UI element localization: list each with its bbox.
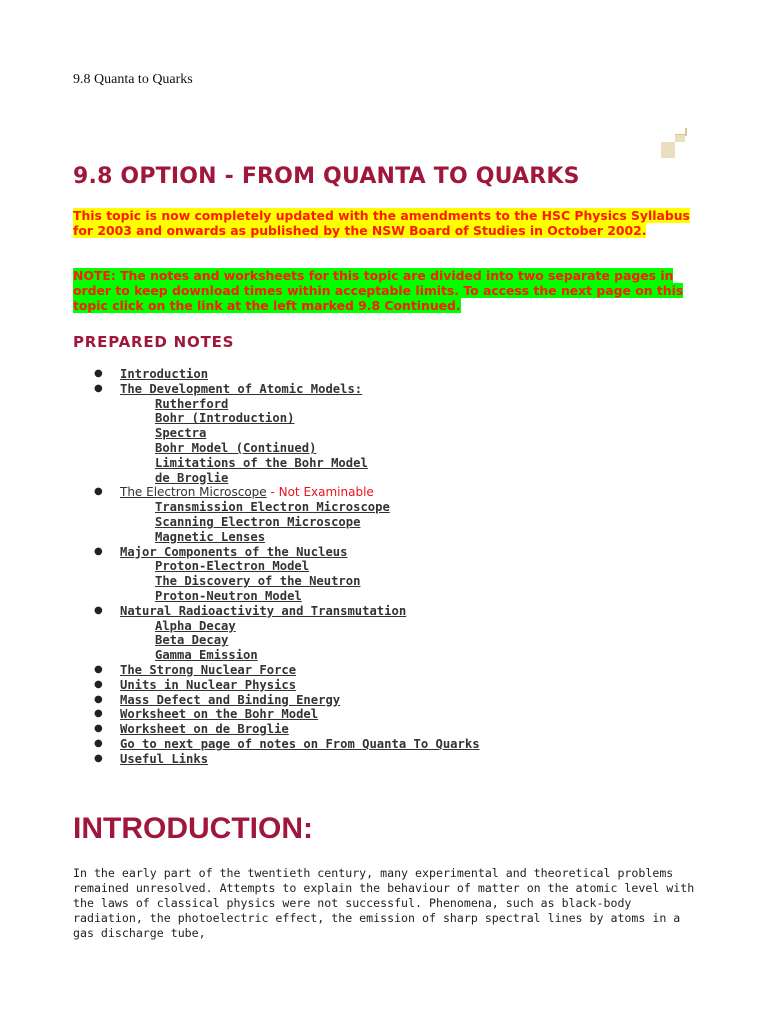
toc-sub-link[interactable]: Limitations of the Bohr Model (155, 455, 368, 470)
toc-sub-link[interactable]: Spectra (155, 426, 207, 441)
introduction-paragraph: In the early part of the twentieth century, many experimental and theoretical problems remained unresolved. Attempts to explain the behaviour of matter on the atomic level with the laws of classical physics were not successful. Phenomena, such as black-body radiation, the photoelectric effect, the emission of sharp spectral lines by atoms in a gas discharge tube, (73, 866, 695, 940)
toc-sub-link[interactable]: Proton-Electron Model (155, 559, 310, 574)
page-header: 9.8 Quanta to Quarks (73, 72, 193, 87)
toc-sub-link[interactable]: Magnetic Lenses (155, 529, 266, 544)
bullet-icon: ● (94, 663, 103, 675)
toc-sub-link[interactable]: Alpha Decay (155, 618, 236, 633)
page-title: 9.8 OPTION - FROM QUANTA TO QUARKS (73, 164, 580, 189)
toc-link[interactable]: The Development of Atomic Models: (120, 381, 363, 396)
list-item (73, 604, 713, 663)
toc-sub-link[interactable]: Proton-Neutron Model (155, 588, 302, 603)
bullet-icon: ● (94, 737, 103, 749)
toc-link[interactable]: The Strong Nuclear Force (120, 662, 297, 677)
bullet-icon: ● (94, 693, 103, 705)
toc-link[interactable]: Worksheet on the Bohr Model (120, 707, 319, 722)
list-item (73, 545, 713, 604)
list-item (73, 382, 713, 486)
list-item (73, 485, 713, 544)
toc-link[interactable]: Units in Nuclear Physics (120, 677, 297, 692)
toc-link[interactable]: Useful Links (120, 751, 209, 766)
bullet-icon: ● (94, 368, 103, 379)
list-item (73, 752, 713, 767)
not-examinable-label: - Not Examinable (266, 485, 374, 500)
toc-sub-link[interactable]: Rutherford (155, 396, 229, 411)
split-pages-notice: NOTE: The notes and worksheets for this topic are divided into two separate pages in order to keep download times within acceptable limits. To access the next page on this topic click on the link at the left marked 9.8 Continued. (73, 268, 684, 313)
toc-link[interactable]: Natural Radioactivity and Transmutation (120, 603, 407, 618)
bullet-icon: ● (94, 382, 103, 394)
bullet-icon: ● (94, 678, 103, 690)
introduction-heading: INTRODUCTION: (73, 812, 313, 845)
prepared-notes-heading: PREPARED NOTES (73, 333, 235, 351)
toc-sub-link[interactable]: de Broglie (155, 470, 229, 485)
toc-sub-link[interactable]: The Discovery of the Neutron (155, 574, 361, 589)
sub-list (120, 559, 713, 603)
toc-link[interactable]: Worksheet on de Broglie (120, 722, 289, 737)
sub-list (120, 397, 713, 486)
list-item (73, 722, 713, 737)
toc-link[interactable]: The Electron Microscope (120, 485, 267, 500)
update-notice: This topic is now completely updated with the amendments to the HSC Physics Syllabus for 2003 and onwards as published by the NSW Board of Studies in October 2002. (73, 208, 690, 238)
list-item (73, 737, 713, 752)
toc-link[interactable]: Introduction (120, 367, 209, 381)
toc-sub-link[interactable]: Beta Decay (155, 633, 229, 648)
bullet-icon: ● (94, 723, 103, 735)
toc-sub-link[interactable]: Gamma Emission (155, 648, 258, 663)
bullet-icon: ● (94, 486, 103, 498)
toc-link[interactable]: Mass Defect and Binding Energy (120, 692, 341, 707)
sub-list (120, 619, 713, 663)
bullet-icon: ● (94, 708, 103, 720)
bullet-icon: ● (94, 545, 103, 557)
list-item (73, 707, 713, 722)
list-item (73, 678, 713, 693)
toc-link[interactable]: Major Components of the Nucleus (120, 544, 348, 559)
toc-sub-link[interactable]: Bohr Model (Continued) (155, 440, 317, 455)
list-item (73, 663, 713, 678)
list-item (73, 367, 713, 382)
sub-list (120, 500, 713, 544)
bullet-icon: ● (94, 752, 103, 764)
corner-decoration-icon (661, 128, 691, 158)
list-item (73, 693, 713, 708)
toc-link[interactable]: Go to next page of notes on From Quanta To Quarks (120, 736, 480, 751)
toc-sub-link[interactable]: Transmission Electron Microscope (155, 500, 390, 515)
prepared-notes-list (73, 367, 713, 767)
toc-sub-link[interactable]: Scanning Electron Microscope (155, 514, 361, 529)
bullet-icon: ● (94, 604, 103, 616)
toc-sub-link[interactable]: Bohr (Introduction) (155, 411, 295, 426)
